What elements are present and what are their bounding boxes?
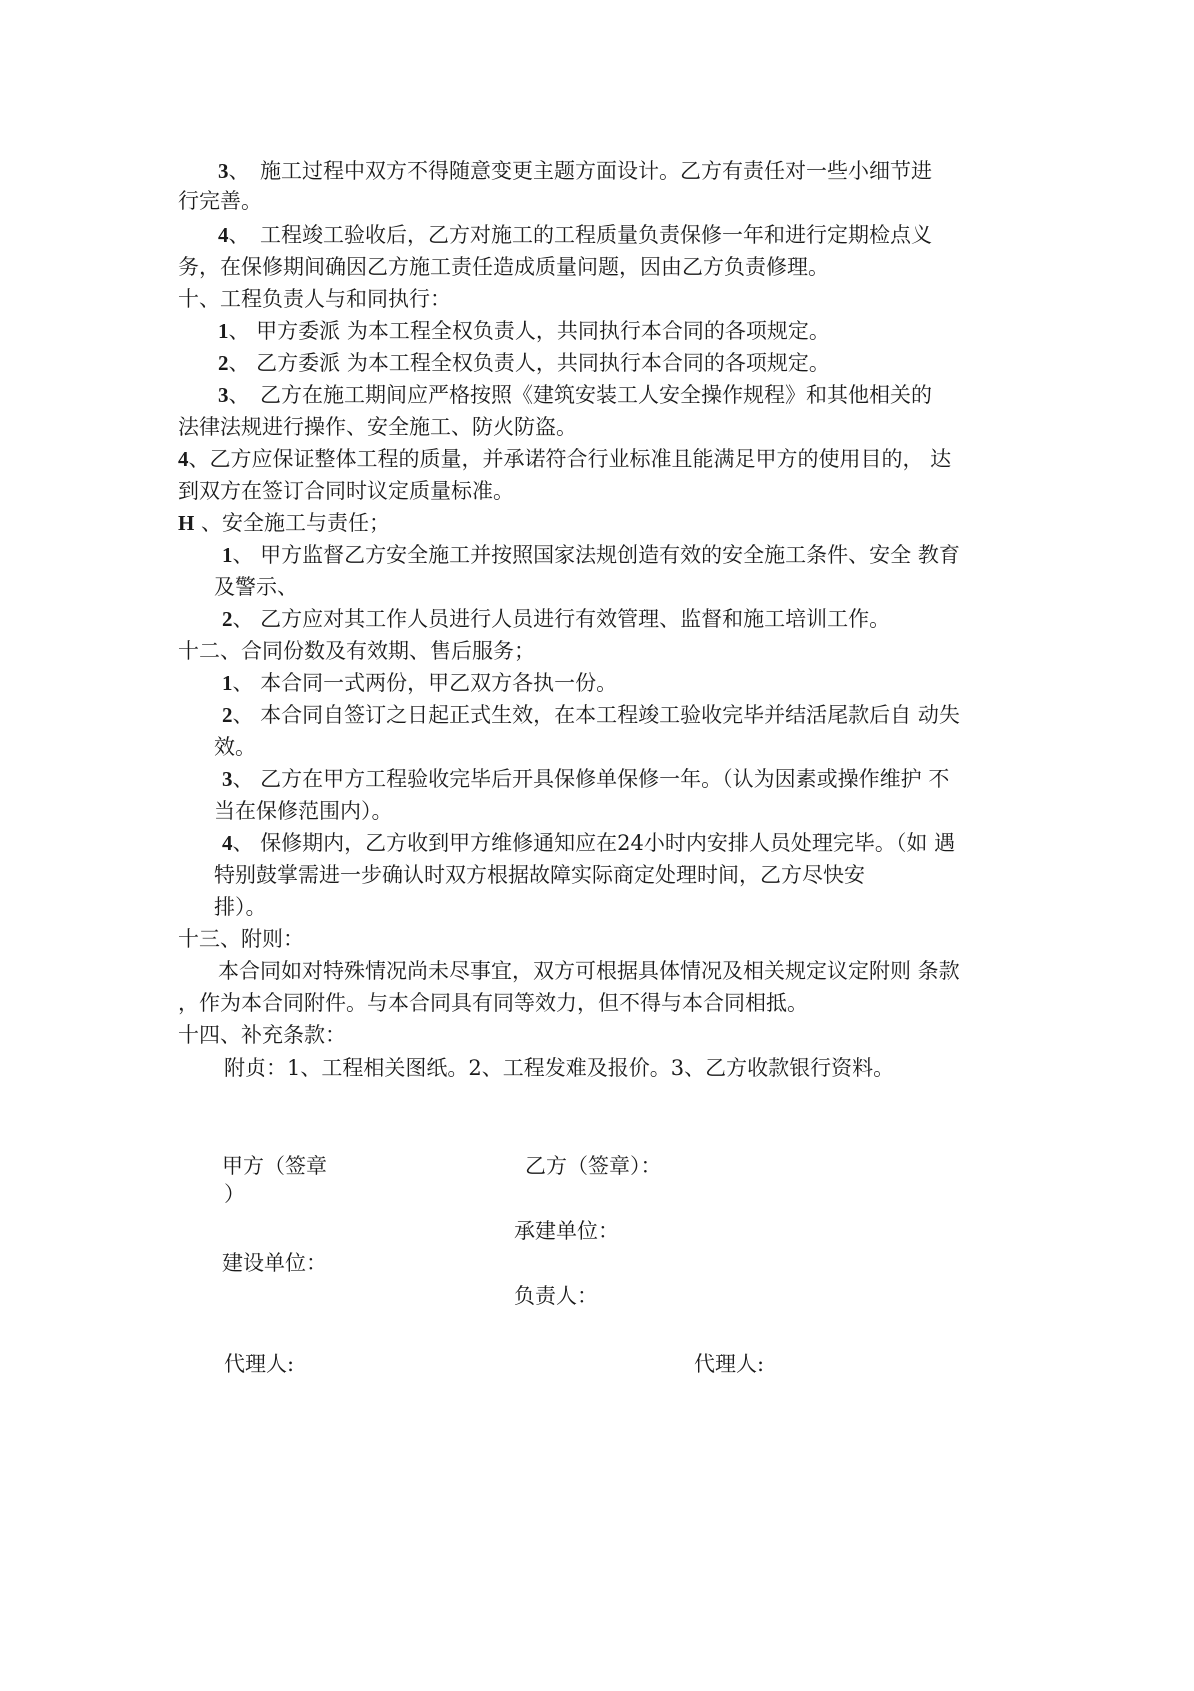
builder-unit-label: 建设单位： — [222, 1251, 327, 1275]
party-a-signature-close: ） — [224, 1182, 245, 1206]
party-a-signature: 甲方（签章 — [222, 1154, 327, 1178]
clause-10-2: 2、 乙方委派 为本工程全权负责人，共同执行本合同的各项规定。 — [218, 351, 830, 375]
clause-12-4-end: 排）。 — [214, 895, 267, 919]
clause-11-1-cont: 及警示、 — [214, 575, 298, 599]
section-11-heading: H 、安全施工与责任； — [178, 511, 391, 535]
clause-10-3-cont: 法律法规进行操作、安全施工、防火防盗。 — [178, 415, 577, 439]
clause-12-2-cont: 效。 — [214, 735, 256, 759]
clause-9-4-cont: 务，在保修期间确因乙方施工责任造成质量问题，因由乙方负责修理。 — [178, 255, 829, 279]
clause-12-1: 1、 本合同一式两份，甲乙双方各执一份。 — [222, 671, 618, 695]
party-a-agent-label: 代理人: — [224, 1352, 295, 1376]
clause-10-4-cont: 到双方在签订合同时议定质量标准。 — [178, 479, 514, 503]
clause-13-body-cont: ，作为本合同附件。与本合同具有同等效力，但不得与本合同相抵。 — [178, 991, 808, 1015]
section-12-heading: 十二、合同份数及有效期、售后服务； — [178, 639, 535, 663]
section-10-heading: 十、工程负责人与和同执行： — [178, 287, 451, 311]
person-in-charge-label: 负责人： — [514, 1284, 598, 1308]
clause-11-2: 2、 乙方应对其工作人员进行人员进行有效管理、监督和施工培训工作。 — [222, 607, 891, 631]
clause-12-3-cont: 当在保修范围内）。 — [214, 799, 393, 823]
clause-12-3: 3、 乙方在甲方工程验收完毕后开具保修单保修一年。（认为因素或操作维护 不 — [222, 767, 950, 791]
party-b-signature: 乙方（签章）： — [525, 1154, 662, 1178]
clause-12-4-cont: 特别鼓掌需进一步确认时双方根据故障实际商定处理时间，乙方尽快安 — [214, 863, 865, 887]
clause-9-4: 4、 工程竣工验收后，乙方对施工的工程质量负责保修一年和进行定期检点义 — [218, 223, 932, 247]
clause-13-body: 本合同如对特殊情况尚未尽事宜，双方可根据具体情况及相关规定议定附则 条款 — [218, 959, 960, 983]
attachment-list: 附贞：1、工程相关图纸。2、工程发难及报价。3、乙方收款银行资料。 — [224, 1056, 895, 1080]
clause-10-3: 3、 乙方在施工期间应严格按照《建筑安装工人安全操作规程》和其他相关的 — [218, 383, 932, 407]
clause-9-3: 3、 施工过程中双方不得随意变更主题方面设计。乙方有责任对一些小细节进 — [218, 159, 932, 183]
clause-11-1: 1、 甲方监督乙方安全施工并按照国家法规创造有效的安全施工条件、安全 教育 — [222, 543, 960, 567]
clause-10-4: 4、乙方应保证整体工程的质量，并承诺符合行业标准且能满足甲方的使用目的， 达 — [178, 447, 952, 471]
section-14-heading: 十四、补充条款： — [178, 1023, 346, 1047]
contractor-unit-label: 承建单位： — [514, 1219, 619, 1243]
clause-9-3-cont: 行完善。 — [178, 189, 262, 213]
clause-12-2: 2、 本合同自签订之日起正式生效，在本工程竣工验收完毕并结活尾款后自 动失 — [222, 703, 960, 727]
clause-10-1: 1、 甲方委派 为本工程全权负责人，共同执行本合同的各项规定。 — [218, 319, 830, 343]
section-13-heading: 十三、附则： — [178, 927, 304, 951]
clause-12-4: 4、 保修期内，乙方收到甲方维修通知应在24小时内安排人员处理完毕。（如 遇 — [222, 831, 956, 855]
party-b-agent-label: 代理人: — [694, 1352, 765, 1376]
